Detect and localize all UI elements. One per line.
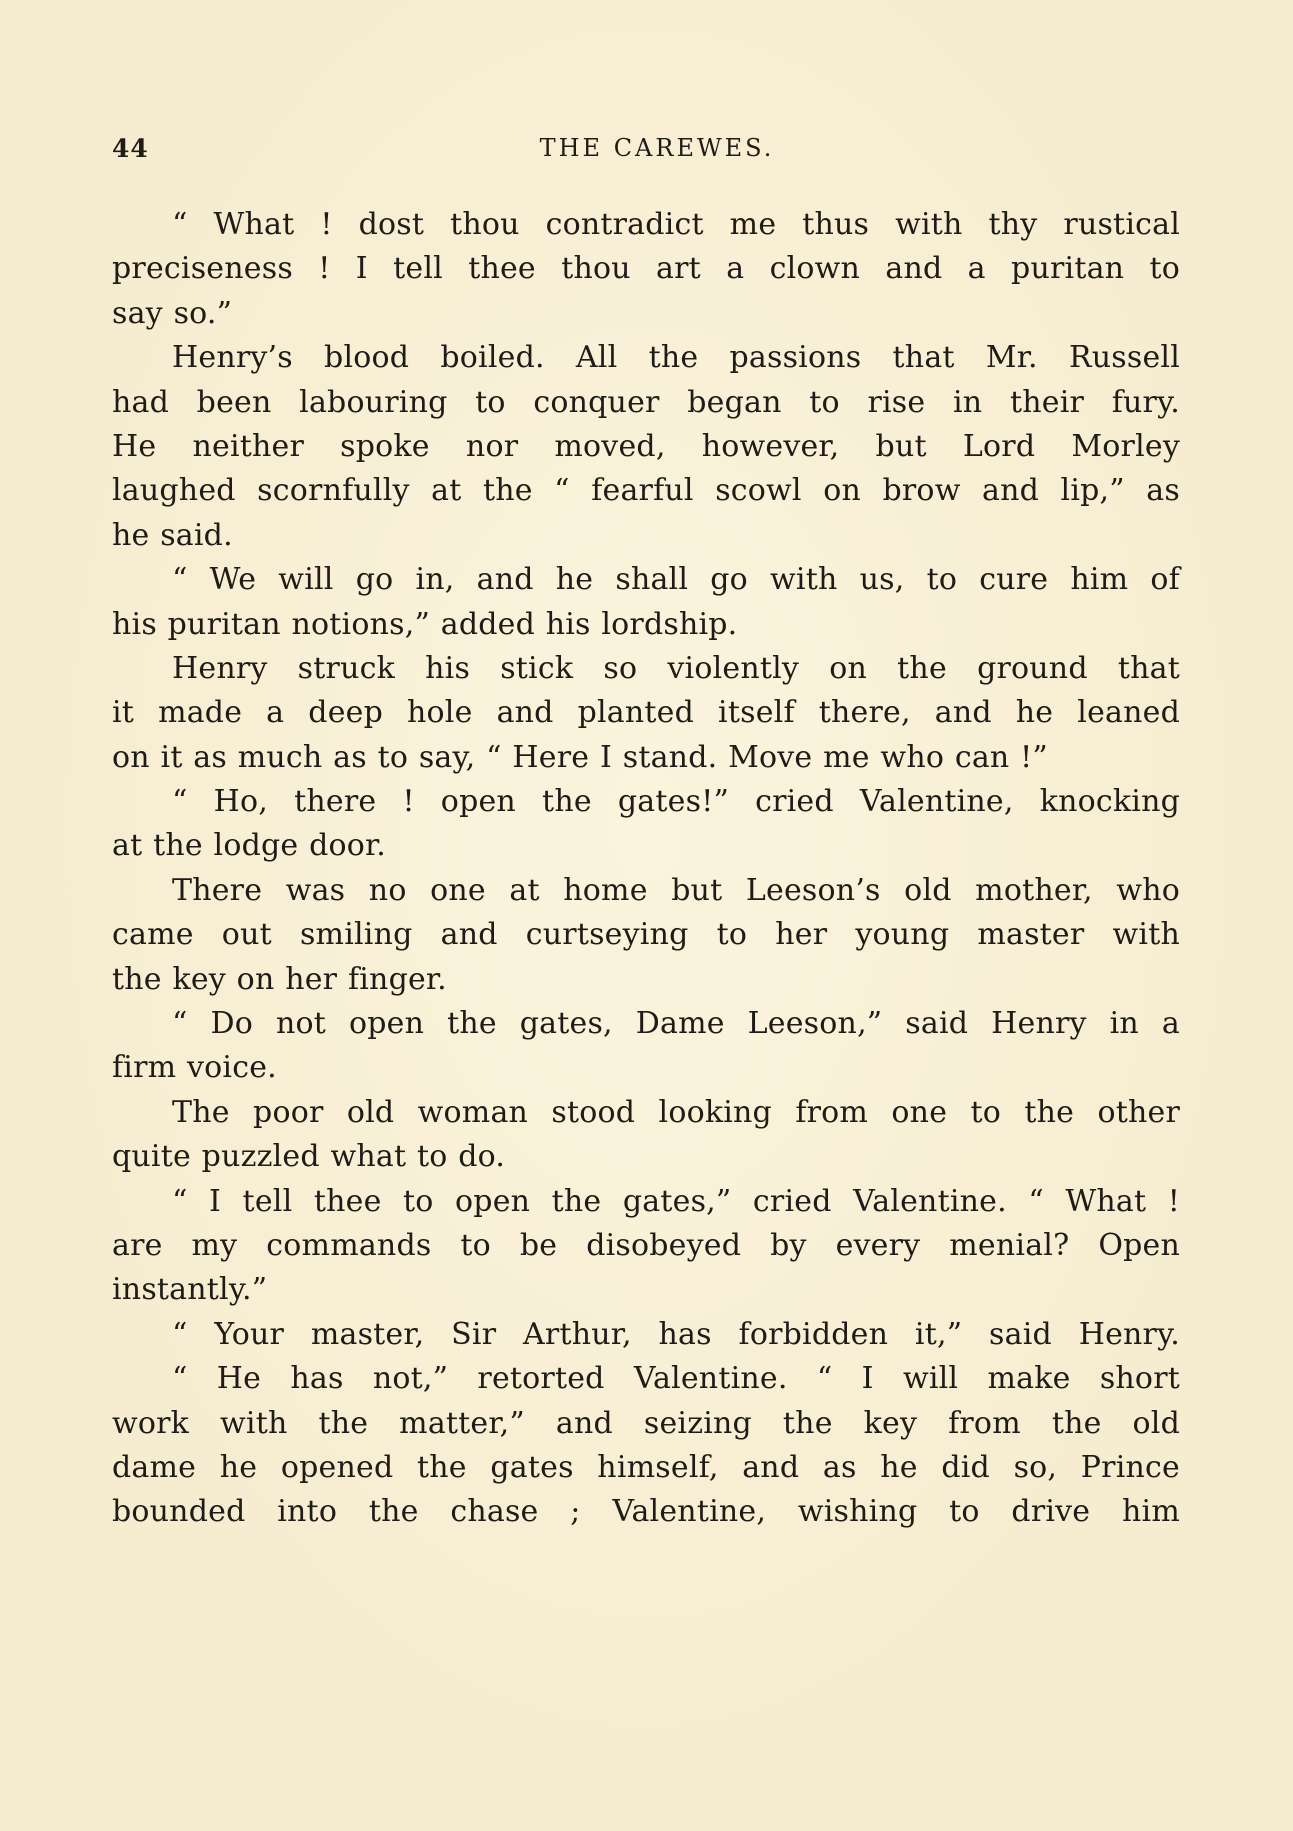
text-line: are my commands to be disobeyed by every menial? Open [112, 1227, 1180, 1263]
text-line: preciseness ! I tell thee thou art a clown and a puritan to [112, 251, 1180, 287]
text-line: say so.” [112, 295, 233, 331]
text-line: work with the matter,” and seizing the key from the old [112, 1405, 1180, 1441]
page-number: 44 [112, 134, 149, 163]
text-line: “ Do not open the gates, Dame Leeson,” said Henry in a [172, 1006, 1180, 1042]
text-line: came out smiling and curtseying to her young master with [112, 917, 1180, 953]
text-line: “ We will go in, and he shall go with us, to cure him of [172, 562, 1180, 598]
running-head [112, 134, 1182, 174]
text-line: The poor old woman stood looking from one to the other [172, 1094, 1180, 1130]
text-line: “ Your master, Sir Arthur, has forbidden it,” said Henry. [172, 1316, 1180, 1352]
text-line: bounded into the chase ; Valentine, wishing to drive him [112, 1494, 1180, 1530]
text-line: he said. [112, 517, 233, 553]
text-line: dame he opened the gates himself, and as he did so, Prince [112, 1449, 1180, 1485]
text-line: “ He has not,” retorted Valentine. “ I will make short [172, 1361, 1180, 1397]
text-line: Henry’s blood boiled. All the passions that Mr. Russell [172, 340, 1180, 376]
text-line: his puritan notions,” added his lordship. [112, 606, 738, 642]
text-line: at the lodge door. [112, 828, 387, 864]
text-line: quite puzzled what to do. [112, 1139, 506, 1175]
text-line: He neither spoke nor moved, however, but Lord Morley [112, 428, 1180, 464]
text-line: “ What ! dost thou contradict me thus with thy rustical [172, 207, 1180, 242]
book-title: THE CAREWES. [539, 134, 775, 162]
text-line: “ I tell thee to open the gates,” cried Valentine. “ What ! [172, 1183, 1180, 1219]
text-line: There was no one at home but Leeson’s old mother, who [172, 872, 1180, 908]
text-line: “ Ho, there ! open the gates!” cried Valentine, knocking [172, 784, 1180, 820]
body-text [112, 203, 1180, 1535]
text-line: the key on her finger. [112, 961, 447, 997]
text-line: it made a deep hole and planted itself there, and he leaned [112, 695, 1180, 731]
text-line: firm voice. [112, 1050, 277, 1086]
text-line: on it as much as to say, “ Here I stand. Move me who can !” [112, 739, 1048, 775]
text-line: instantly.” [112, 1272, 268, 1308]
text-line: laughed scornfully at the “ fearful scowl on brow and lip,” as [112, 473, 1180, 509]
text-line: had been labouring to conquer began to rise in their fury. [112, 384, 1180, 420]
text-line: Henry struck his stick so violently on the ground that [172, 650, 1180, 686]
